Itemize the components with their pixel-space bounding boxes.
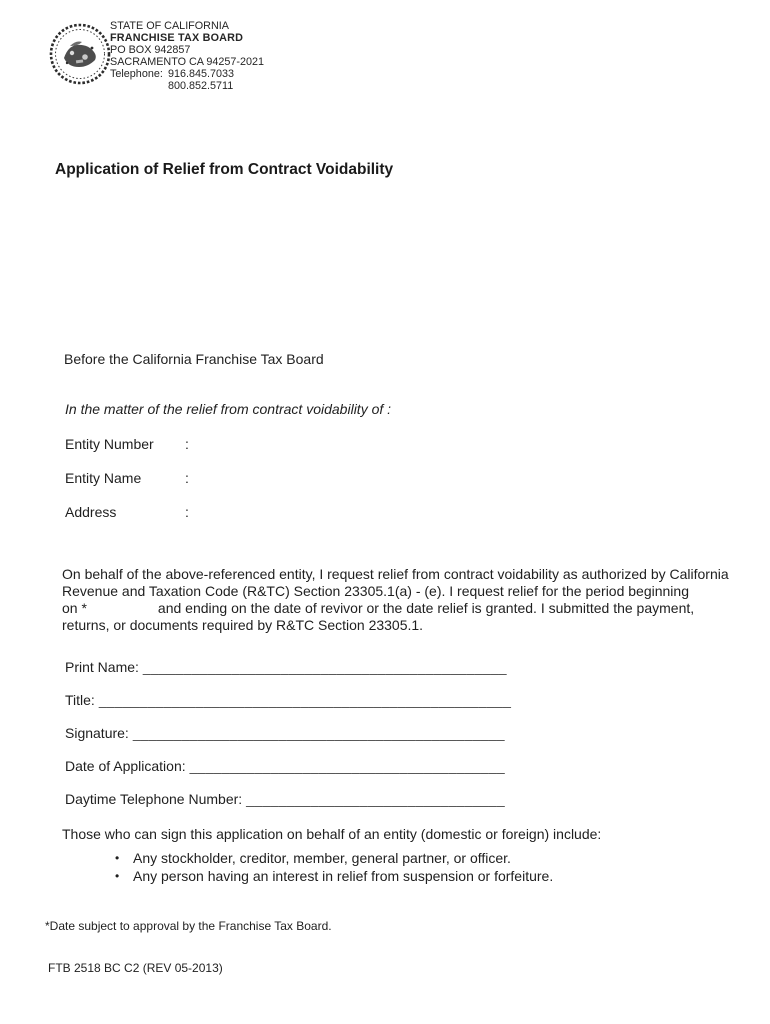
request-paragraph (62, 566, 729, 634)
request-paragraph-line-1: On behalf of the above-referenced entity, I request relief from contract voidability as authorized by California (62, 566, 729, 582)
period-begin-date-blank[interactable] (87, 601, 158, 613)
po-box-line: PO BOX 942857 (110, 44, 191, 56)
daytime-telephone-row (65, 791, 505, 807)
signature-row (65, 725, 505, 741)
state-seal-icon (48, 22, 112, 86)
entity-name-row (65, 470, 443, 487)
signer-bullet-item (115, 868, 553, 884)
date-of-application-blank-line[interactable]: _______________________________________ (189, 758, 505, 774)
agency-address-block (110, 20, 264, 92)
entity-number-colon: : (185, 436, 189, 452)
entity-name-colon: : (185, 470, 189, 486)
title-blank-line[interactable]: ___________________________________________________ (98, 692, 512, 708)
signer-bullet-item (115, 850, 511, 866)
address-label: Address (65, 504, 117, 520)
title-label: Title: (65, 692, 95, 708)
signature-blank-line[interactable]: ______________________________________________ (132, 725, 505, 741)
agency-name: FRANCHISE TAX BOARD (110, 32, 244, 44)
print-name-blank-line[interactable]: _____________________________________________ (142, 659, 507, 675)
entity-number-value[interactable] (193, 437, 443, 453)
daytime-telephone-label: Daytime Telephone Number: (65, 791, 243, 807)
entity-number-row (65, 436, 443, 453)
entity-name-value[interactable] (193, 471, 443, 487)
date-approval-footnote: *Date subject to approval by the Franchise Tax Board. (45, 919, 332, 933)
telephone-row-primary (110, 68, 264, 80)
bullet-icon: • (115, 851, 120, 865)
address-value[interactable] (193, 505, 443, 521)
request-paragraph-line-4: returns, or documents required by R&TC Section 23305.1. (62, 617, 424, 633)
print-name-label: Print Name: (65, 659, 139, 675)
request-paragraph-line-2: Revenue and Taxation Code (R&TC) Section 23305.1(a) - (e). I request relief for the period beginning (62, 583, 689, 599)
telephone-row-secondary (110, 80, 264, 92)
entity-number-label: Entity Number (65, 436, 154, 452)
telephone-number-primary: 916.845.7033 (168, 68, 235, 80)
period-begin-suffix: and ending on the date of revivor or the date relief is granted. I submitted the payment, (157, 600, 695, 616)
signature-label: Signature: (65, 725, 129, 741)
address-row (65, 504, 443, 521)
signer-item-text: Any stockholder, creditor, member, general partner, or officer. (133, 850, 511, 866)
entity-name-label: Entity Name (65, 470, 142, 486)
telephone-number-secondary: 800.852.5711 (168, 80, 234, 92)
address-colon: : (185, 504, 189, 520)
date-of-application-label: Date of Application: (65, 758, 186, 774)
telephone-label: Telephone: (110, 68, 163, 80)
date-of-application-row (65, 758, 505, 774)
matter-of-line: In the matter of the relief from contract voidability of : (65, 401, 392, 417)
state-line: STATE OF CALIFORNIA (110, 20, 229, 32)
title-row (65, 692, 511, 708)
signers-intro-line: Those who can sign this application on behalf of an entity (domestic or foreign) include: (62, 826, 602, 842)
period-begin-prefix: on * (62, 600, 87, 616)
form-number: FTB 2518 BC C2 (REV 05-2013) (48, 961, 223, 975)
signer-item-text: Any person having an interest in relief from suspension or forfeiture. (133, 868, 554, 884)
daytime-telephone-blank-line[interactable]: ________________________________ (246, 791, 505, 807)
print-name-row (65, 659, 507, 675)
city-line: SACRAMENTO CA 94257-2021 (110, 56, 265, 68)
bullet-icon: • (115, 869, 120, 883)
before-board-line: Before the California Franchise Tax Board (64, 351, 324, 367)
request-paragraph-line-3 (62, 600, 729, 617)
document-title: Application of Relief from Contract Voidability (55, 161, 394, 178)
